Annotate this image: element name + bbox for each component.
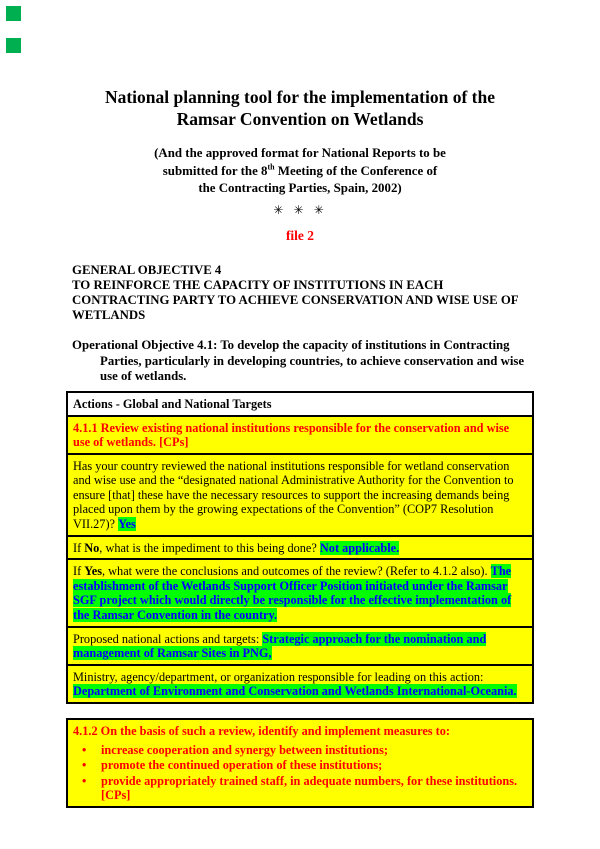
file-label: file 2 [285,227,315,243]
question-conclusions-cell: If Yes, what were the conclusions and outcomes of the review? (Refer to 4.1.2 also). The establishment of the Wetlands Support Officer Position initiated under the Ramsar SGF project which would directly be responsible for the effective implementation of the Ramsar Convention in the country. [67,559,533,626]
subtitle-line2: submitted for the 8th Meeting of the Conference of [162,162,438,178]
subtitle-line3: the Contracting Parties, Spain, 2002) [198,181,402,195]
corner-marker-icon [6,6,21,21]
table-row [67,536,533,560]
bullet-text: increase cooperation and synergy between institutions; [101,742,389,757]
bullet-icon: • [82,758,87,773]
action-4-1-1-title: 4.1.1 Review existing national institutions responsible for the conservation and wise use of wetlands. [CPs] [67,416,533,454]
ordinal-superscript: th [267,162,275,172]
answer-yes-highlight: Yes [118,517,136,532]
answer-strategic-highlight: Strategic approach for the nomination and management of Ramsar Sites in PNG, [73,631,487,661]
general-objective-heading [72,263,536,324]
page-subtitle [0,145,600,198]
general-objective-number: GENERAL OBJECTIVE 4 [72,262,222,277]
table-row [67,454,533,536]
answer-department-highlight: Department of Environment and Conservation and Wetlands International-Oceania. [73,684,517,699]
corner-marker-icon [6,38,21,53]
bullet-icon: • [82,742,87,757]
subtitle-line1: (And the approved format for National Reports to be [154,146,446,160]
table-header-row [67,392,533,416]
proposed-actions-cell: Proposed national actions and targets: Strategic approach for the nomination and management of Ramsar Sites in PNG, [67,627,533,665]
question-impediment-cell: If No, what is the impediment to this being done? Not applicable. [67,536,533,560]
action-4-1-2-cell [67,719,533,807]
page-title: National planning tool for the implementation of the Ramsar Convention on Wetlands [104,87,496,129]
table-row [67,416,533,454]
table-row [67,559,533,626]
bullet-item [73,758,527,773]
bullet-text: provide appropriately trained staff, in adequate numbers, for these institutions. [CPs] [101,773,518,803]
bullet-text: promote the continued operation of these institutions; [101,758,383,773]
bullet-icon: • [82,773,87,788]
table-row [67,627,533,665]
answer-not-applicable-highlight: Not applicable. [319,540,400,555]
table-row [67,665,533,703]
asterisk-separator-icon: ✳ ✳ ✳ [273,202,327,217]
targets-table [66,391,534,704]
ministry-cell: Ministry, agency/department, or organization responsible for leading on this action: Department of Environment and Conservation and Wetlands International-Oceania. [67,665,533,703]
measures-table [66,718,534,808]
bullet-item [73,774,527,803]
operational-objective: Operational Objective 4.1: To develop the capacity of institutions in Contracting Parties, particularly in developing countries, to achieve conservation and wise use of wetlands. [72,338,525,383]
table-header-actions: Actions - Global and National Targets [67,392,533,416]
bullet-item [73,743,527,758]
general-objective-text: TO REINFORCE THE CAPACITY OF INSTITUTIONS IN EACH CONTRACTING PARTY TO ACHIEVE CONSERVATION AND WISE USE OF WETLANDS [72,277,519,323]
answer-conclusions-highlight: The establishment of the Wetlands Support Officer Position initiated under the Ramsar SGF project which would directly be responsible for the effective implementation of the Ramsar Convention in the country. [73,564,512,623]
table-row [67,719,533,807]
action-4-1-2-title: 4.1.2 On the basis of such a review, identify and implement measures to: [73,724,450,739]
question-review-cell: Has your country reviewed the national institutions responsible for wetland conservation and wise use and the “designated national Administrative Authority for the Convention to ensure [that] these have the necessary resources to support the increasing demands being placed upon them by the growing expectations of the Convention” (COP7 Resolution VII.27)? Yes [67,454,533,536]
